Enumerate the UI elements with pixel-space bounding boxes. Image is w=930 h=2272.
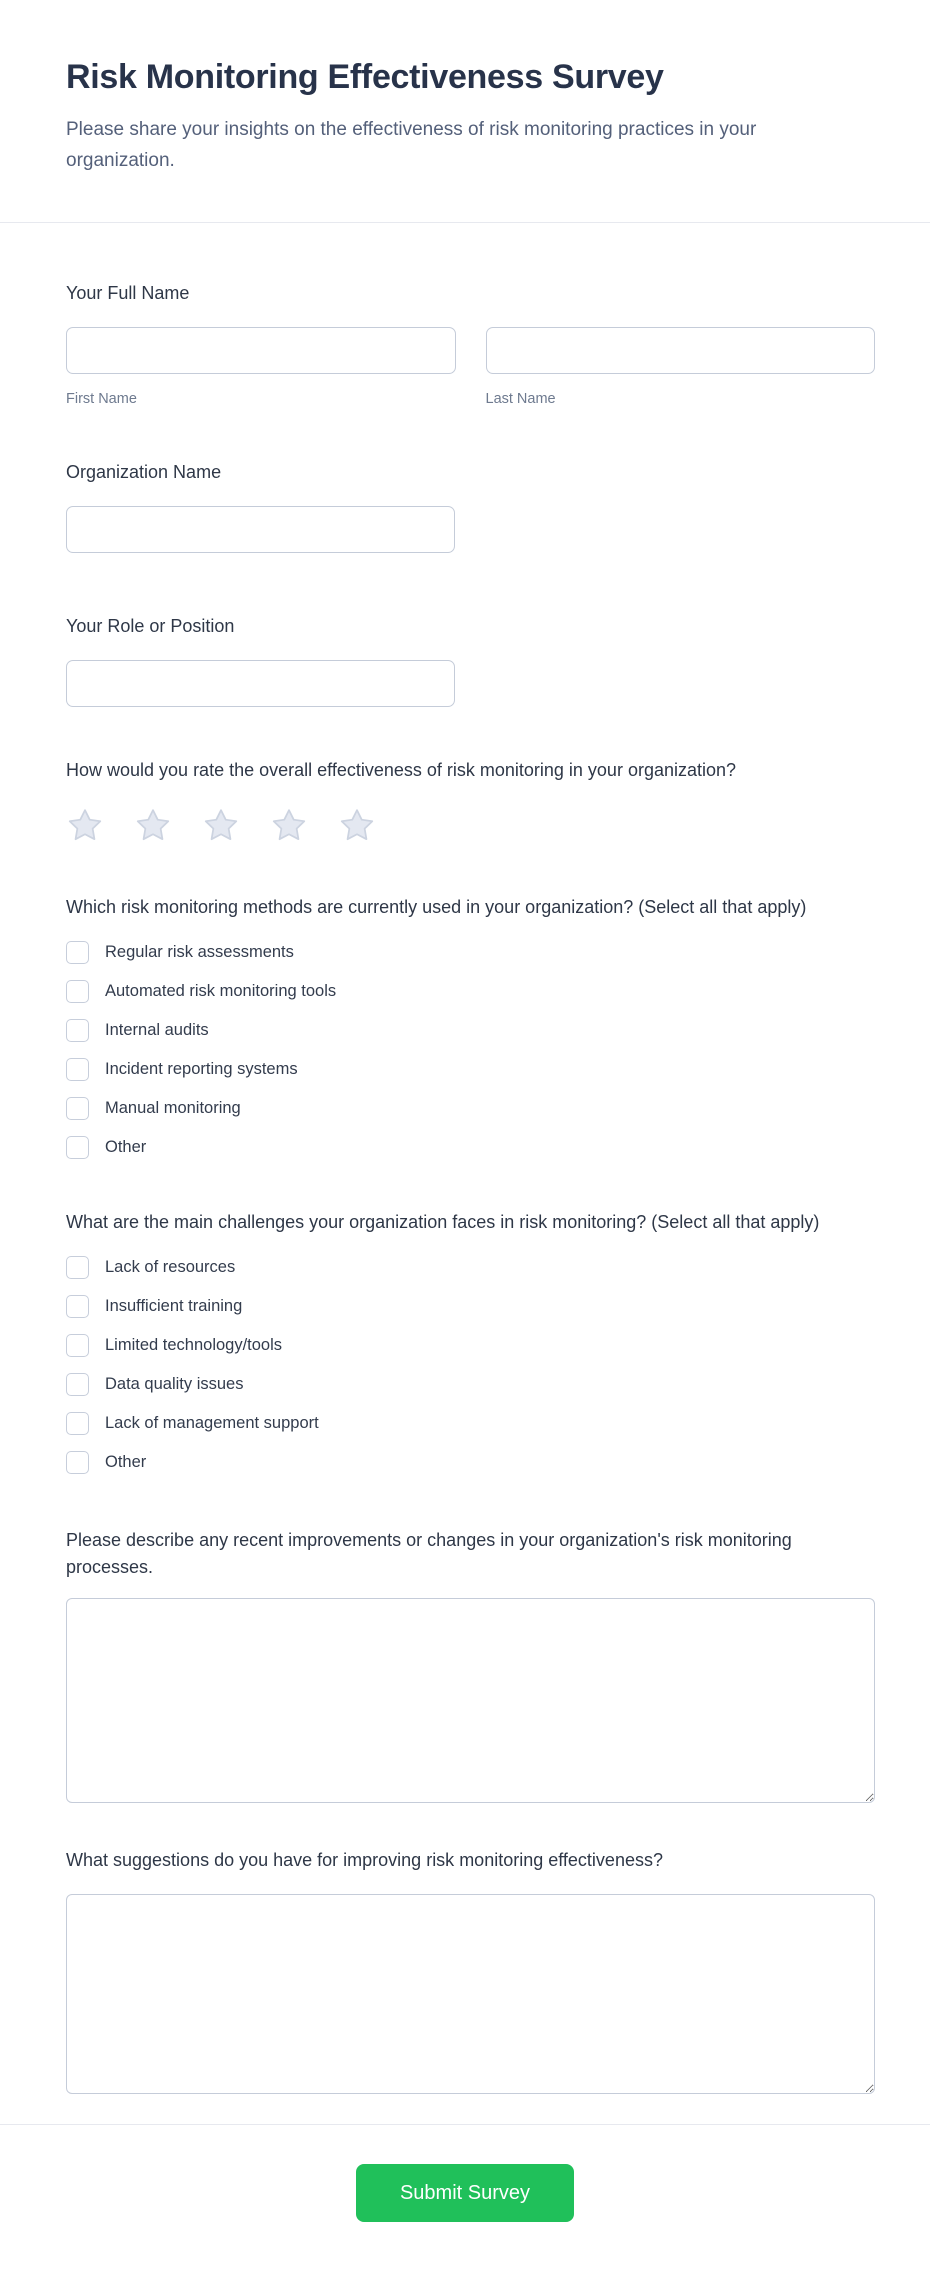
suggestions-textarea[interactable] [66, 1894, 875, 2094]
checkbox-option [66, 980, 875, 1003]
header-divider [0, 222, 930, 223]
form-footer [0, 2125, 930, 2272]
last-name-input[interactable] [486, 327, 876, 374]
checkbox-option [66, 1295, 875, 1318]
checkbox-label[interactable]: Limited technology/tools [105, 1335, 283, 1354]
checkbox[interactable] [66, 1097, 89, 1120]
role-input[interactable] [66, 660, 455, 707]
checkbox-label[interactable]: Lack of management support [105, 1413, 319, 1432]
star-icon[interactable] [338, 806, 376, 844]
star-icon[interactable] [134, 806, 172, 844]
checkbox-option [66, 1058, 875, 1081]
field-role [66, 613, 875, 707]
organization-input[interactable] [66, 506, 455, 553]
last-name-column [486, 327, 876, 407]
star-icon[interactable] [202, 806, 240, 844]
checkbox-option [66, 941, 875, 964]
checkbox-label[interactable]: Data quality issues [105, 1374, 244, 1393]
checkbox[interactable] [66, 1373, 89, 1396]
checkbox-option [66, 1097, 875, 1120]
organization-label: Organization Name [66, 461, 222, 482]
name-row [66, 327, 875, 407]
first-name-sublabel: First Name [66, 390, 137, 407]
checkbox-label[interactable]: Incident reporting systems [105, 1059, 298, 1078]
checkbox[interactable] [66, 980, 89, 1003]
star-icon[interactable] [66, 806, 104, 844]
form-title: Risk Monitoring Effectiveness Survey [66, 58, 664, 96]
checkbox[interactable] [66, 1058, 89, 1081]
star-icon[interactable] [270, 806, 308, 844]
last-name-sublabel: Last Name [485, 390, 556, 407]
improvements-question: Please describe any recent improvements or changes in your organization's risk monitoring processes. [66, 1529, 792, 1577]
methods-options [66, 941, 875, 1159]
checkbox-label[interactable]: Lack of resources [105, 1257, 236, 1276]
field-full-name [66, 280, 875, 407]
challenges-options [66, 1256, 875, 1474]
field-challenges [66, 1209, 875, 1474]
checkbox-option [66, 1256, 875, 1279]
checkbox-option [66, 1136, 875, 1159]
star-rating [66, 806, 875, 844]
checkbox-label[interactable]: Other [105, 1137, 147, 1156]
checkbox[interactable] [66, 1019, 89, 1042]
checkbox-label[interactable]: Other [105, 1452, 147, 1471]
suggestions-question: What suggestions do you have for improving risk monitoring effectiveness? [66, 1849, 663, 1870]
field-rating [66, 757, 875, 844]
checkbox-label[interactable]: Internal audits [105, 1020, 209, 1039]
improvements-textarea[interactable] [66, 1598, 875, 1803]
rating-question: How would you rate the overall effectiveness of risk monitoring in your organization? [66, 759, 737, 780]
checkbox[interactable] [66, 941, 89, 964]
form-header [0, 0, 930, 222]
role-label: Your Role or Position [66, 615, 235, 636]
methods-question: Which risk monitoring methods are currently used in your organization? (Select all that apply) [66, 896, 807, 917]
checkbox-option [66, 1373, 875, 1396]
form-body [0, 280, 930, 2124]
field-suggestions [66, 1847, 875, 2094]
form-subtitle: Please share your insights on the effectiveness of risk monitoring practices in your organization. [66, 118, 757, 171]
checkbox[interactable] [66, 1295, 89, 1318]
checkbox[interactable] [66, 1451, 89, 1474]
submit-button[interactable]: Submit Survey [356, 2164, 574, 2222]
checkbox-option [66, 1334, 875, 1357]
checkbox-label[interactable]: Regular risk assessments [105, 942, 294, 961]
field-organization [66, 459, 875, 553]
field-improvements [66, 1527, 875, 1803]
field-methods [66, 894, 875, 1159]
first-name-input[interactable] [66, 327, 456, 374]
first-name-column [66, 327, 456, 407]
checkbox-label[interactable]: Automated risk monitoring tools [105, 981, 337, 1000]
checkbox-option [66, 1019, 875, 1042]
checkbox[interactable] [66, 1412, 89, 1435]
checkbox[interactable] [66, 1334, 89, 1357]
checkbox[interactable] [66, 1136, 89, 1159]
checkbox-option [66, 1451, 875, 1474]
checkbox[interactable] [66, 1256, 89, 1279]
full-name-label: Your Full Name [66, 282, 190, 303]
checkbox-option [66, 1412, 875, 1435]
checkbox-label[interactable]: Insufficient training [105, 1296, 243, 1315]
challenges-question: What are the main challenges your organization faces in risk monitoring? (Select all that apply) [66, 1211, 820, 1232]
checkbox-label[interactable]: Manual monitoring [105, 1098, 241, 1117]
